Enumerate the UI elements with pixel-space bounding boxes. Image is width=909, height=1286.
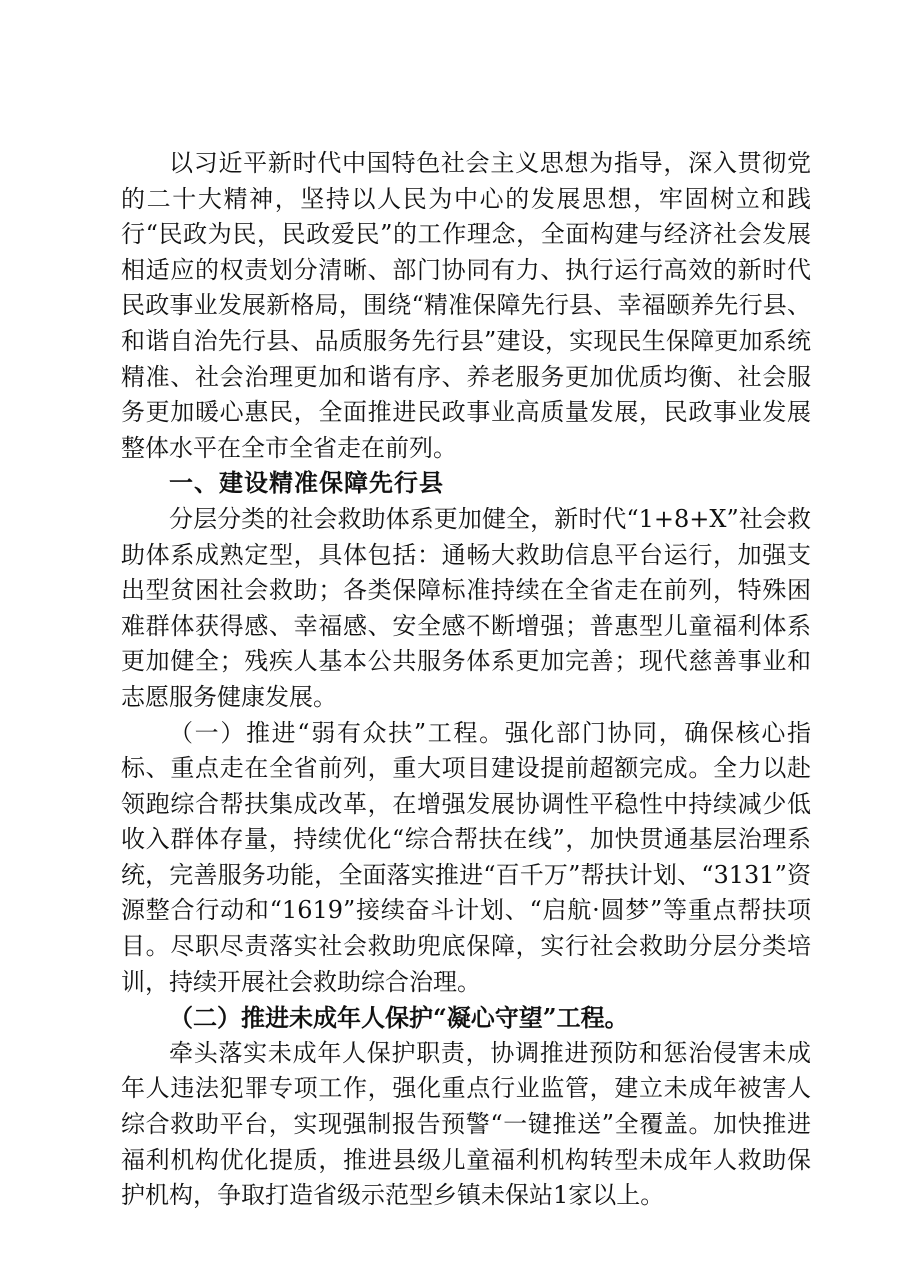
intro-paragraph: 以习近平新时代中国特色社会主义思想为指导，深入贯彻党的二十大精神，坚持以人民为中心的发展思想，牢固树立和践行“民政为民，民政爱民”的工作理念，全面构建与经济社会发展相适应的权责划分清晰、部门协同有力、执行运行高效的新时代民政事业发展新格局，围绕“精准保障先行县、幸福颐养先行县、和谐自治先行县、品质服务先行县”建设，实现民生保障更加系统精准、社会治理更加和谐有序、养老服务更加优质均衡、社会服务更加暖心惠民，全面推进民政事业高质量发展，民政事业发展整体水平在全市全省走在前列。 <box>121 149 811 462</box>
document-body <box>121 146 811 1214</box>
section-1-paragraph: 分层分类的社会救助体系更加健全，新时代“1+8+X”社会救助体系成熟定型，具体包括：通畅大救助信息平台运行，加强支出型贫困社会救助；各类保障标准持续在全省走在前列，特殊困难群体获得感、幸福感、安全感不断增强；普惠型儿童福利体系更加健全；残疾人基本公共服务体系更加完善；现代慈善事业和志愿服务健康发展。 <box>121 504 811 711</box>
subsection-1-paragraph <box>121 716 811 1001</box>
subsection-1-heading: （一）推进“弱有众扶”工程。 <box>169 718 505 747</box>
subsection-2-paragraph: 牵头落实未成年人保护职责，协调推进预防和惩治侵害未成年人违法犯罪专项工作，强化重点行业监管，建立未成年被害人综合救助平台，实现强制报告预警“一键推送”全覆盖。加快推进福利机构优化提质，推进县级儿童福利机构转型未成年人救助保护机构，争取打造省级示范型乡镇未保站1家以上。 <box>121 1038 811 1210</box>
subsection-2-heading: （二）推进未成年人保护“凝心守望”工程。 <box>169 1003 629 1033</box>
section-heading-1: 一、建设精准保障先行县 <box>169 469 444 498</box>
subsection-1-text: 强化部门协同，确保核心指标、重点走在全省前列，重大项目建设提前超额完成。全力以赴领跑综合帮扶集成改革，在增强发展协调性平稳性中持续减少低收入群体存量，持续优化“综合帮扶在线”，加快贯通基层治理系统，完善服务功能，全面落实推进“百千万”帮扶计划、“3131”资源整合行动和“1619”接续奋斗计划、“启航·圆梦”等重点帮扶项目。尽职尽责落实社会救助兜底保障，实行社会救助分层分类培训，持续开展社会救助综合治理。 <box>121 718 812 996</box>
